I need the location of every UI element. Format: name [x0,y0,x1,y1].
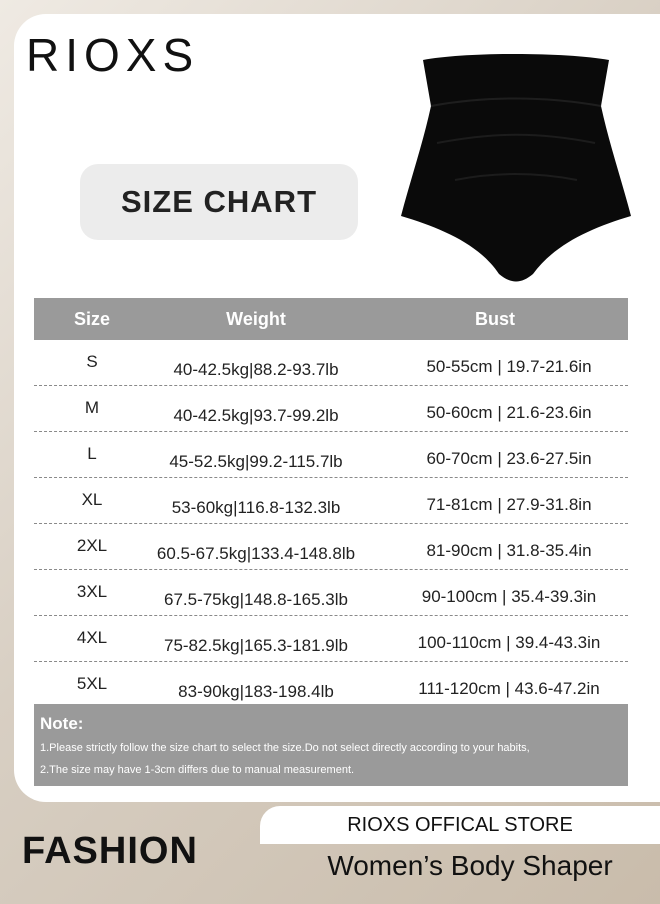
product-name: Women’s Body Shaper [327,850,613,881]
cell-bust: 111-120cm | 43.6-47.2in [418,679,600,698]
header-bust: Bust [475,309,515,329]
table-row [34,432,628,478]
cell-weight: 40-42.5kg|93.7-99.2lb [173,406,339,425]
cell-bust: 81-90cm | 31.8-35.4in [426,541,592,560]
note-line: 1.Please strictly follow the size chart to select the size.Do not select directly according to your habits, [40,742,530,754]
cell-size: L [87,444,97,463]
cell-weight: 67.5-75kg|148.8-165.3lb [163,590,348,609]
cell-size: XL [81,490,103,509]
cell-bust: 100-110cm | 39.4-43.3in [417,633,601,652]
cell-bust: 50-55cm | 19.7-21.6in [426,357,592,376]
cell-bust: 60-70cm | 23.6-27.5in [426,449,592,468]
size-chart-title: SIZE CHART [80,164,358,240]
cell-weight: 45-52.5kg|99.2-115.7lb [169,452,343,471]
store-name: RIOXS OFFICAL STORE [347,814,573,836]
cell-size: 3XL [76,582,108,601]
note-box [34,704,628,786]
product-image [395,48,635,296]
cell-weight: 75-82.5kg|165.3-181.9lb [163,636,348,655]
cell-size: M [84,398,100,417]
cell-weight: 83-90kg|183-198.4lb [178,682,334,701]
brand-logo: RIOXS [26,29,200,81]
size-table-body [34,340,628,707]
header-size: Size [73,309,111,329]
table-row [34,662,628,707]
cell-bust: 50-60cm | 21.6-23.6in [426,403,592,422]
cell-size: 4XL [76,628,108,647]
size-table-header [34,298,628,340]
note-title: Note: [40,714,84,733]
table-row [34,386,628,432]
cell-size: S [86,352,98,371]
cell-size: 5XL [76,674,108,693]
cell-size: 2XL [76,536,108,555]
cell-bust: 71-81cm | 27.9-31.8in [426,495,592,514]
table-row [34,616,628,662]
table-row [34,340,628,386]
fashion-label: FASHION [22,830,198,872]
table-row [34,524,628,570]
table-row [34,478,628,524]
cell-weight: 40-42.5kg|88.2-93.7lb [173,360,339,379]
note-line: 2.The size may have 1-3cm differs due to manual measurement. [40,764,355,776]
cell-bust: 90-100cm | 35.4-39.3in [421,587,597,606]
header-weight: Weight [226,309,286,329]
table-row [34,570,628,616]
cell-weight: 60.5-67.5kg|133.4-148.8lb [156,544,356,563]
cell-weight: 53-60kg|116.8-132.3lb [171,498,341,517]
shaper-brief-shape [401,54,631,282]
